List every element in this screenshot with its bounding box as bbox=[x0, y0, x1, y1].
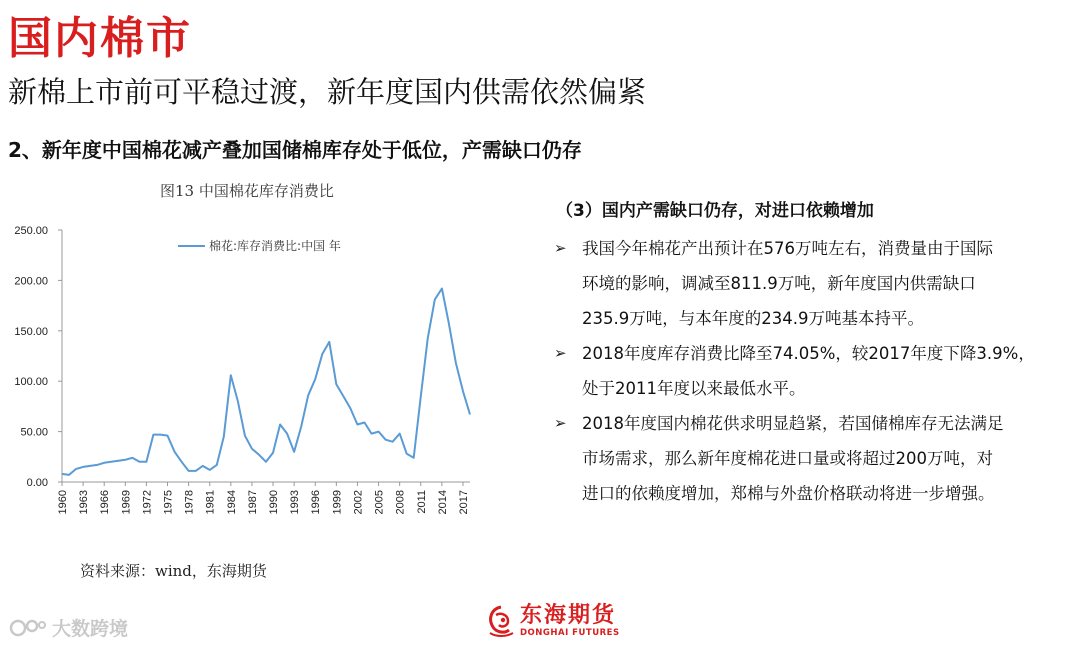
x-tick-label: 1981 bbox=[204, 490, 217, 515]
x-tick-label: 2017 bbox=[457, 490, 470, 515]
x-tick-label: 1999 bbox=[331, 490, 344, 515]
stock-consumption-ratio-chart bbox=[0, 210, 540, 555]
x-tick-label: 2002 bbox=[352, 490, 365, 515]
bullet-line: 2018年度国内棉花供求明显趋紧，若国储棉库存无法满足 bbox=[582, 414, 1004, 433]
panel-heading: （3）国内产需缺口仍存，对进口依赖增加 bbox=[556, 201, 874, 221]
watermark bbox=[8, 614, 128, 641]
x-tick-label: 1990 bbox=[268, 490, 281, 515]
page-title: 国内棉市 bbox=[8, 13, 192, 64]
donghai-logo-icon bbox=[484, 603, 518, 639]
x-tick-label: 1993 bbox=[289, 490, 302, 515]
bullet-line: 2018年度库存消费比降至74.05%，较2017年度下降3.9%， bbox=[582, 344, 1035, 363]
legend-label: 棉花:库存消费比:中国 年 bbox=[209, 239, 341, 253]
bullet-line: 处于2011年度以来最低水平。 bbox=[582, 379, 806, 398]
x-tick-label: 2008 bbox=[394, 490, 407, 515]
x-tick-label: 1978 bbox=[183, 490, 196, 515]
y-tick-label: 200.00 bbox=[14, 275, 48, 288]
y-tick-label: 100.00 bbox=[14, 376, 48, 389]
x-tick-label: 1960 bbox=[57, 490, 69, 515]
company-logo bbox=[484, 603, 620, 639]
logo-english-text: DONGHAI FUTURES bbox=[520, 627, 620, 638]
arrow-bullet-icon: ➢ bbox=[554, 239, 567, 257]
watermark-text: 大数跨境 bbox=[52, 618, 129, 640]
x-tick-label: 1972 bbox=[141, 490, 154, 515]
y-tick-label: 50.00 bbox=[20, 426, 48, 439]
bullet-line: 市场需求，那么新年度棉花进口量或将超过200万吨，对 bbox=[582, 449, 993, 468]
y-tick-label: 250.00 bbox=[14, 225, 48, 237]
list-item bbox=[548, 406, 1078, 511]
arrow-bullet-icon: ➢ bbox=[554, 414, 567, 432]
x-tick-label: 2014 bbox=[436, 490, 449, 515]
x-tick-label: 2005 bbox=[373, 490, 386, 515]
page-subtitle: 新棉上市前可平稳过渡，新年度国内供需依然偏紧 bbox=[8, 75, 647, 109]
x-tick-label: 2011 bbox=[415, 490, 428, 514]
analysis-panel bbox=[548, 196, 1078, 511]
bullet-list bbox=[548, 231, 1078, 511]
x-tick-label: 1966 bbox=[99, 490, 112, 515]
bullet-line: 我国今年棉花产出预计在576万吨左右，消费量由于国际 bbox=[582, 239, 993, 258]
x-tick-label: 1996 bbox=[310, 490, 323, 515]
logo-chinese-text: 东海期货 bbox=[520, 602, 617, 628]
x-tick-label: 1984 bbox=[225, 490, 238, 515]
list-item bbox=[548, 231, 1078, 336]
chart-title: 图13 中国棉花库存消费比 bbox=[160, 182, 334, 200]
x-tick-label: 1975 bbox=[162, 490, 175, 515]
bullet-line: 环境的影响，调减至811.9万吨，新年度国内供需缺口 bbox=[582, 274, 976, 293]
chart-source: 资料来源：wind，东海期货 bbox=[80, 562, 267, 580]
bullet-line: 235.9万吨，与本年度的234.9万吨基本持平。 bbox=[582, 309, 924, 328]
bullet-line: 进口的依赖度增加，郑棉与外盘价格联动将进一步增强。 bbox=[582, 484, 995, 503]
series-line bbox=[62, 289, 470, 475]
list-item bbox=[548, 336, 1078, 406]
section-heading: 2、新年度中国棉花减产叠加国储棉库存处于低位，产需缺口仍存 bbox=[8, 138, 582, 162]
arrow-bullet-icon: ➢ bbox=[554, 344, 567, 362]
watermark-logo-icon bbox=[8, 616, 48, 640]
y-tick-label: 150.00 bbox=[14, 325, 48, 338]
x-tick-label: 1987 bbox=[246, 490, 259, 515]
x-tick-label: 1969 bbox=[120, 490, 133, 515]
x-tick-label: 1963 bbox=[78, 490, 91, 515]
y-tick-label: 0.00 bbox=[26, 477, 48, 489]
